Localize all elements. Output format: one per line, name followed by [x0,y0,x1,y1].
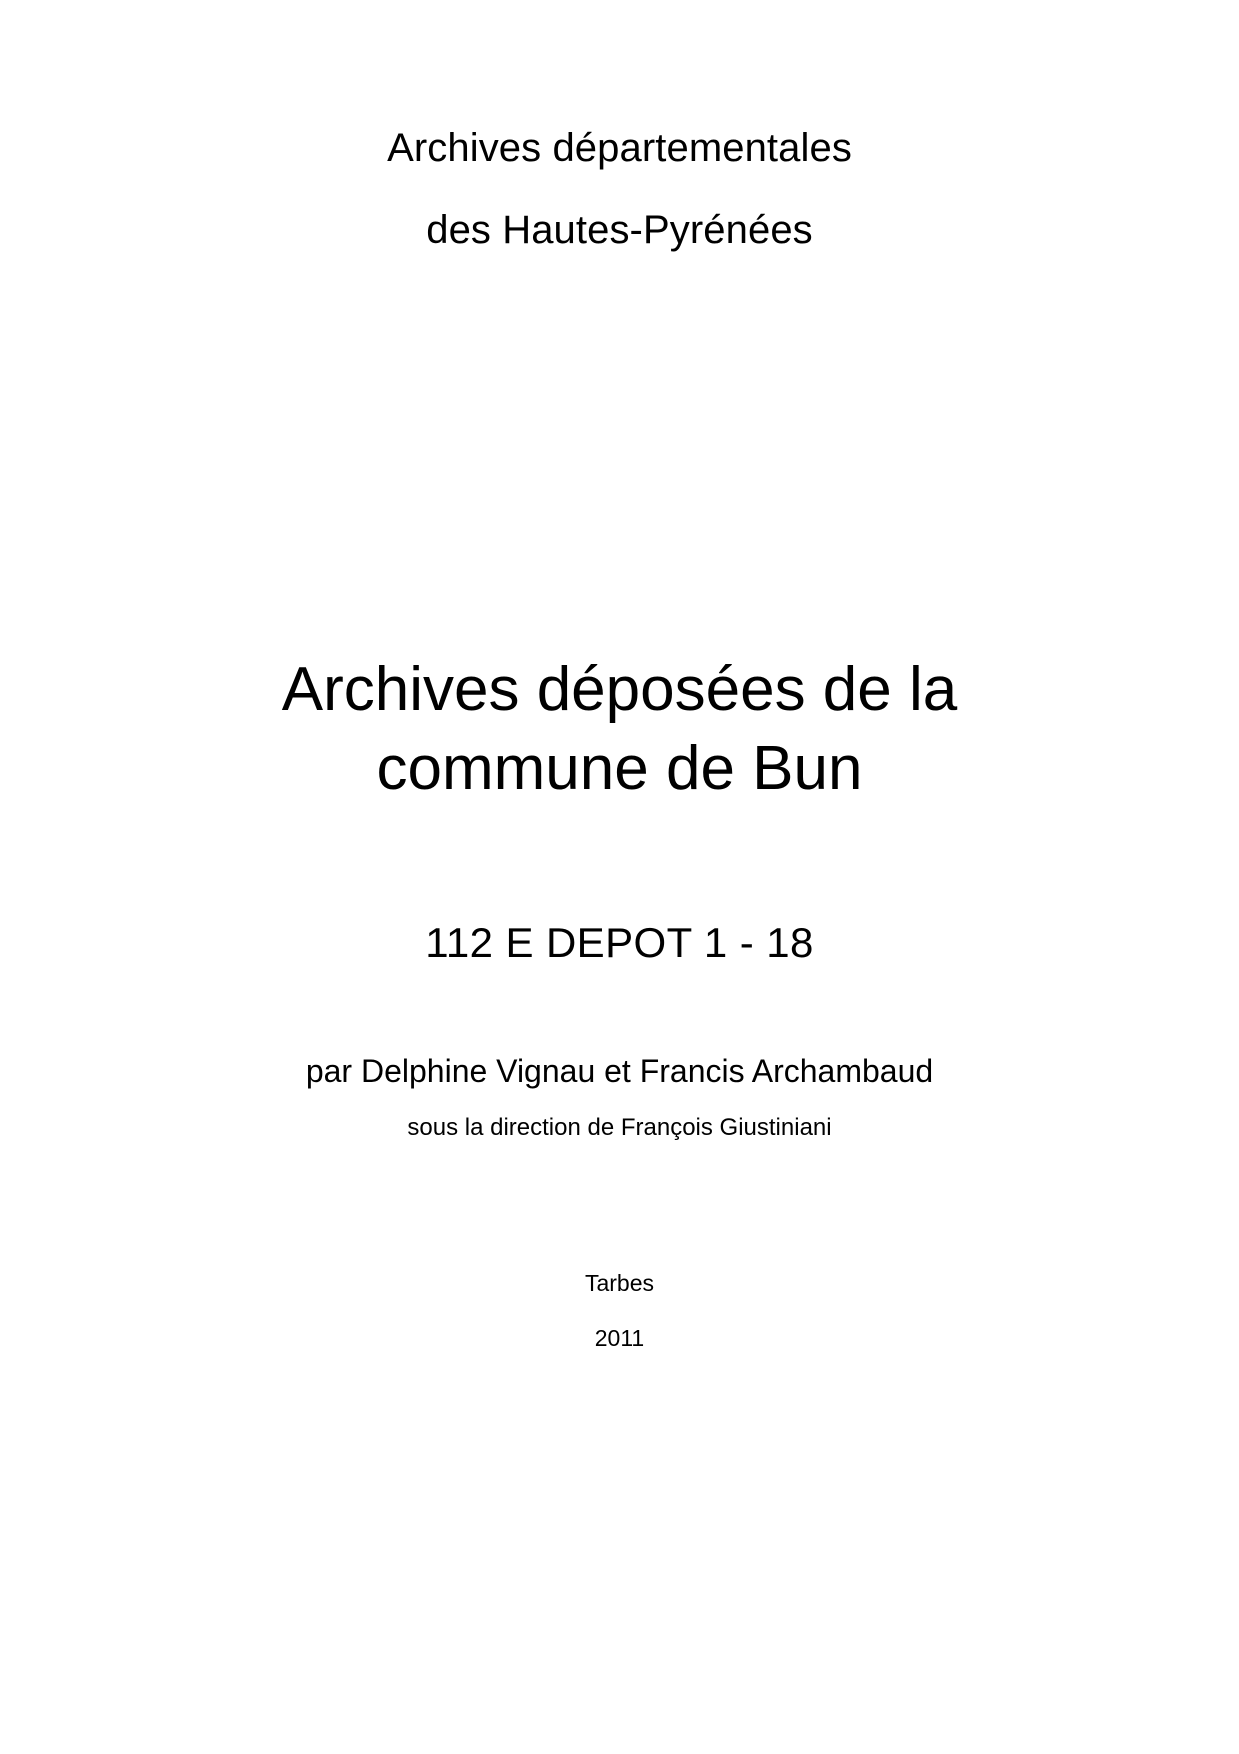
authors-line: par Delphine Vignau et Francis Archambaud [305,1052,934,1089]
institution-line-1: Archives départementales [387,126,852,170]
publication-place: Tarbes [584,1269,655,1296]
reference-code: 112 E DEPOT 1 - 18 [425,918,814,966]
institution-line-2: des Hautes-Pyrénées [426,208,813,252]
supervisor-line: sous la direction de François Giustiniani [407,1113,832,1141]
page-title: Archives déposées de la commune de Bun [281,655,958,804]
institution-block [0,128,1239,250]
publication-year: 2011 [594,1324,645,1351]
